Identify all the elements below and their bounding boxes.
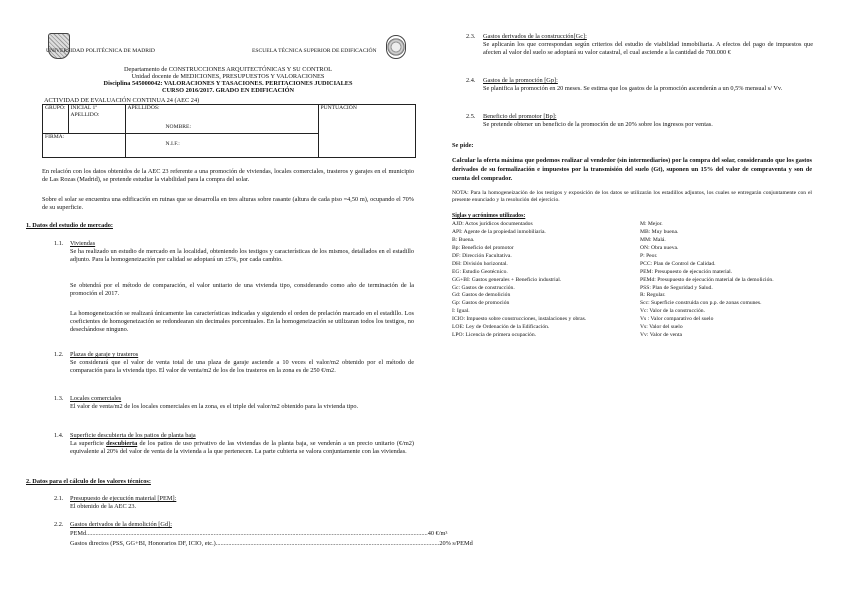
glossary-entry: R: Regular. bbox=[640, 292, 666, 299]
item-2-5-number: 2.5. bbox=[466, 113, 476, 120]
glossary-entry: Vv: Valor de venta bbox=[640, 332, 682, 339]
pemd-line bbox=[70, 530, 448, 538]
pemd-value-sup: 3 bbox=[445, 530, 448, 535]
item-1-3-number: 1.3. bbox=[54, 395, 64, 402]
glossary-entry: PEM: Presupuesto de ejecución material. bbox=[640, 268, 733, 275]
item-1-1-paragraph-3: La homogeneización se realizará únicamente las características indicadas y siguiendo el orden de prelación marcado en el estadillo. Los coeficientes de homogeneización se redondearan sin decimales porcentuales. En la homogeneización se utilizaran todos los testigos, no desechándose ninguno. bbox=[70, 310, 414, 334]
surname-cell[interactable] bbox=[125, 105, 318, 134]
item-2-3-title: Gastos derivados de la construcción[Gc]: bbox=[483, 33, 587, 40]
nif-cell[interactable] bbox=[125, 134, 318, 158]
glossary-entry: GG+BI: Gastos generales + Beneficio industrial. bbox=[452, 276, 562, 283]
item-1-4-paragraph bbox=[70, 440, 414, 456]
item-2-3-text: Se aplicarán los que correspondan según criterios del estudio de viabilidad inmobiliaria. A efectos del pago de impuestos que afecten al valor del suelo se adoptará su valor catastral, el cual asciende a la cantidad de 700.000 € bbox=[483, 41, 813, 57]
signature-label: FIRMA: bbox=[45, 134, 65, 140]
item-2-2-title: Gastos derivados de la demolición [Gd]: bbox=[70, 521, 172, 528]
school-name: ESCUELA TÉCNICA SUPERIOR DE EDIFICACIÓN bbox=[252, 48, 377, 54]
etse-crest-icon bbox=[386, 35, 406, 59]
glossary-entry: LPO: Licencia de primera ocupación. bbox=[452, 332, 537, 339]
glossary-entry: I: Igual. bbox=[452, 308, 470, 315]
glossary-entry: M: Mejor. bbox=[640, 221, 663, 227]
glossary-entry: DH: División horizontal. bbox=[452, 260, 508, 267]
se-pide-title: Se pide: bbox=[452, 142, 474, 149]
course: CURSO 2016/2017. GRADO EN EDIFICACIÓN bbox=[161, 87, 295, 94]
student-form bbox=[42, 104, 416, 158]
item-1-4-text-post: de los patios de uso privativo de las viviendas de la planta baja, se venderán a un precio unitario (€/m2) equivalente al 20% del valor de venta de la vivienda a la que pertenecen. La parte cubierta se valora conjuntamente con las viviendas. bbox=[70, 440, 414, 456]
glossary-entry: Vs : Valor comparativo del suelo bbox=[640, 316, 714, 323]
glossary-left bbox=[452, 221, 642, 340]
surname-label: APELLIDOS: bbox=[127, 105, 160, 111]
score-cell bbox=[318, 105, 415, 158]
direct-costs-value: 20% s/PEMd bbox=[439, 540, 473, 547]
item-1-4-number: 1.4. bbox=[54, 432, 64, 439]
glossary-entry: Gc: Gastos de construcción. bbox=[452, 284, 515, 291]
item-2-1-number: 2.1. bbox=[54, 495, 64, 502]
item-2-5-title: Beneficio del promotor [Bp]: bbox=[483, 113, 557, 120]
glossary-right bbox=[640, 221, 812, 340]
item-2-3-number: 2.3. bbox=[466, 33, 476, 40]
item-2-1-text: El obtenido de la AEC 23. bbox=[70, 503, 137, 510]
activity-title: ACTIVIDAD DE EVALUACIÓN CONTINUA 24 (AEC 24) bbox=[44, 97, 200, 104]
glossary-entry: PCC: Plan de Control de Calidad. bbox=[640, 260, 716, 267]
pemd-value: 40 €/m bbox=[427, 530, 446, 537]
item-1-4-title: Superficie descubierta de los patios de planta baja bbox=[70, 432, 196, 439]
item-1-3-paragraph: El valor de venta/m2 de los locales comerciales en la zona, es el triple del valor/m2 obtenido para la vivienda tipo. bbox=[70, 403, 359, 410]
university-name: UNIVERSIDAD POLITÉCNICA DE MADRID bbox=[46, 48, 155, 54]
pemd-label: PEMd bbox=[70, 530, 87, 537]
intro-paragraph-1: En relación con los datos obtenidos de la AEC 23 referente a una promoción de viviendas, locales comerciales, trasteros y garajes en el municipio de Las Rozas (Madrid), se pretende estudiar la viabilidad para la compra del solar. bbox=[42, 168, 414, 184]
initial-label: INICIAL 1º APELLIDO: bbox=[70, 105, 100, 119]
item-1-2-title: Plazas de garaje y trasteros bbox=[70, 351, 139, 358]
glossary-entry: Gd: Gastos de demolición bbox=[452, 292, 511, 299]
direct-costs-line bbox=[70, 540, 473, 548]
direct-costs-label: Gastos directos (PSS, GG+BI, Honorarios DF, ICIO, etc.) bbox=[70, 540, 216, 547]
item-1-1-number: 1.1. bbox=[54, 240, 64, 247]
score-label: PUNTUACIÓN bbox=[320, 105, 357, 111]
item-2-5-text: Se pretende obtener un beneficio de la promoción de un 20% sobre los ingresos por ventas. bbox=[483, 121, 713, 128]
section-1-title: 1. Datos del estudio de mercado: bbox=[26, 222, 113, 229]
section-2-title: 2. Datos para el cálculo de los valores técnicos: bbox=[26, 478, 151, 485]
glossary-entry: API: Agente de la propiedad inmobiliaria. bbox=[452, 228, 546, 235]
glossary-entry: Vc: Valor de la construcción. bbox=[640, 308, 705, 315]
item-1-4-text-pre: La superficie bbox=[70, 440, 107, 447]
group-cell[interactable] bbox=[43, 105, 69, 134]
item-1-1-title: Viviendas bbox=[70, 240, 96, 247]
se-pide-text: Calcular la oferta máxima que podemos realizar al vendedor (sin intermediarios) por la compra del solar, considerando que los gastos derivados de su formalización e impuestos por la transmisión del suelo (Gt), suponen un 15% del valor de compraventa y son de cuenta del comprador. bbox=[452, 157, 812, 183]
item-1-3-title: Locales comerciales bbox=[70, 395, 122, 402]
item-1-2-number: 1.2. bbox=[54, 351, 64, 358]
glossary-entry: Vs: Valor del suelo bbox=[640, 324, 683, 331]
glossary-entry: Bp: Beneficio del promotor bbox=[452, 244, 514, 251]
glossary-entry: ON: Obra nueva. bbox=[640, 244, 679, 251]
glossary-title: Siglas y acrónimos utilizados: bbox=[452, 213, 526, 219]
glossary-entry: B: Buena. bbox=[452, 236, 475, 243]
nota: NOTA: Para la homogeneización de los testigos y exposición de los datos se utilizarán los estadillos adjuntos, los cuales se entregarán conjuntamente con el presente enunciado y la resolución del ejercicio. bbox=[452, 190, 812, 204]
item-2-4-number: 2.4. bbox=[466, 77, 476, 84]
glossary-entry: LOE: Ley de Ordenación de la Edificación. bbox=[452, 324, 550, 331]
glossary-entry: MB: Muy buena. bbox=[640, 228, 679, 235]
glossary-entry: AJD: Actos jurídicos documentados bbox=[452, 221, 533, 227]
teaching-unit: Unidad docente de MEDICIONES, PRESUPUESTOS Y VALORACIONES bbox=[131, 73, 325, 80]
pemd-leader: ......................................................................................................................................................................................................................... bbox=[86, 530, 428, 537]
glossary-entry: Gp: Gastos de promoción bbox=[452, 300, 510, 307]
item-1-2-paragraph: Se considerará que el valor de venta total de una plaza de garaje asciende a 10 veces el valor/m2 obtenido por el método de comparación para la vivienda tipo. El valor de venta/m2 de los de los trasteros en la zona es de 250 €/m2. bbox=[70, 359, 414, 375]
group-label: GRUPO: bbox=[45, 105, 66, 111]
department: Departamento de CONSTRUCCIONES ARQUITECTÓNICAS Y SU CONTROL bbox=[123, 66, 333, 73]
glossary-entry: Scc: Superficie construida con p.p. de zonas comunes. bbox=[640, 300, 762, 307]
item-1-1-paragraph-1: Se ha realizado un estudio de mercado en la localidad, obteniendo los testigos y características de los mismos, detallados en el estadillo adjunto. Para la homogeneización por calidad se adoptará un ±5%, por cada cambio. bbox=[70, 248, 414, 264]
item-2-2-number: 2.2. bbox=[54, 521, 64, 528]
glossary-entry: PSS: Plan de Seguridad y Salud. bbox=[640, 284, 713, 291]
subject: Disciplina 545000042: VALORACIONES Y TASACIONES. PERITACIONES JUDICIALES bbox=[103, 80, 353, 87]
item-2-4-text: Se planifica la promoción en 20 meses. Se estima que los gastos de la promoción ascenderán a un 0,5% mensual s/ Vv. bbox=[483, 85, 783, 92]
nif-label: N.I.F.: bbox=[165, 141, 180, 147]
name-label: NOMBRE: bbox=[165, 124, 192, 130]
signature-cell[interactable] bbox=[43, 134, 126, 158]
item-2-4-title: Gastos de la promoción [Gp]: bbox=[483, 77, 558, 84]
item-1-4-text-bold: descubierta bbox=[106, 440, 138, 447]
glossary-entry: P: Peor. bbox=[640, 252, 658, 259]
glossary-entry: MM: Malá. bbox=[640, 236, 666, 243]
intro-paragraph-2: Sobre el solar se encuentra una edificación en ruinas que se desarrolla en tres alturas sobre rasante (altura de cada piso =4,50 m), ocupando el 70% de su superficie. bbox=[42, 196, 414, 212]
glossary-entry: PEMd: Presupuesto de ejecución material de la demolición. bbox=[640, 276, 774, 283]
glossary-entry: ICIO: Impuesto sobre construcciones, instalaciones y obras. bbox=[452, 316, 587, 323]
item-2-1-title: Presupuesto de ejecución material [PEM]: bbox=[70, 495, 177, 502]
initial-cell[interactable] bbox=[68, 105, 125, 134]
direct-costs-leader: .............................................................................................................................................. bbox=[215, 540, 440, 547]
right-column bbox=[452, 0, 812, 600]
item-1-1-paragraph-2: Se obtendrá por el método de comparación, el valor unitario de una vivienda tipo, considerando como año de terminación de la promoción el 2017. bbox=[70, 282, 414, 298]
glossary-entry: EG: Estudio Geotécnico. bbox=[452, 268, 508, 275]
glossary-entry: DF: Dirección Facultativa. bbox=[452, 252, 512, 259]
